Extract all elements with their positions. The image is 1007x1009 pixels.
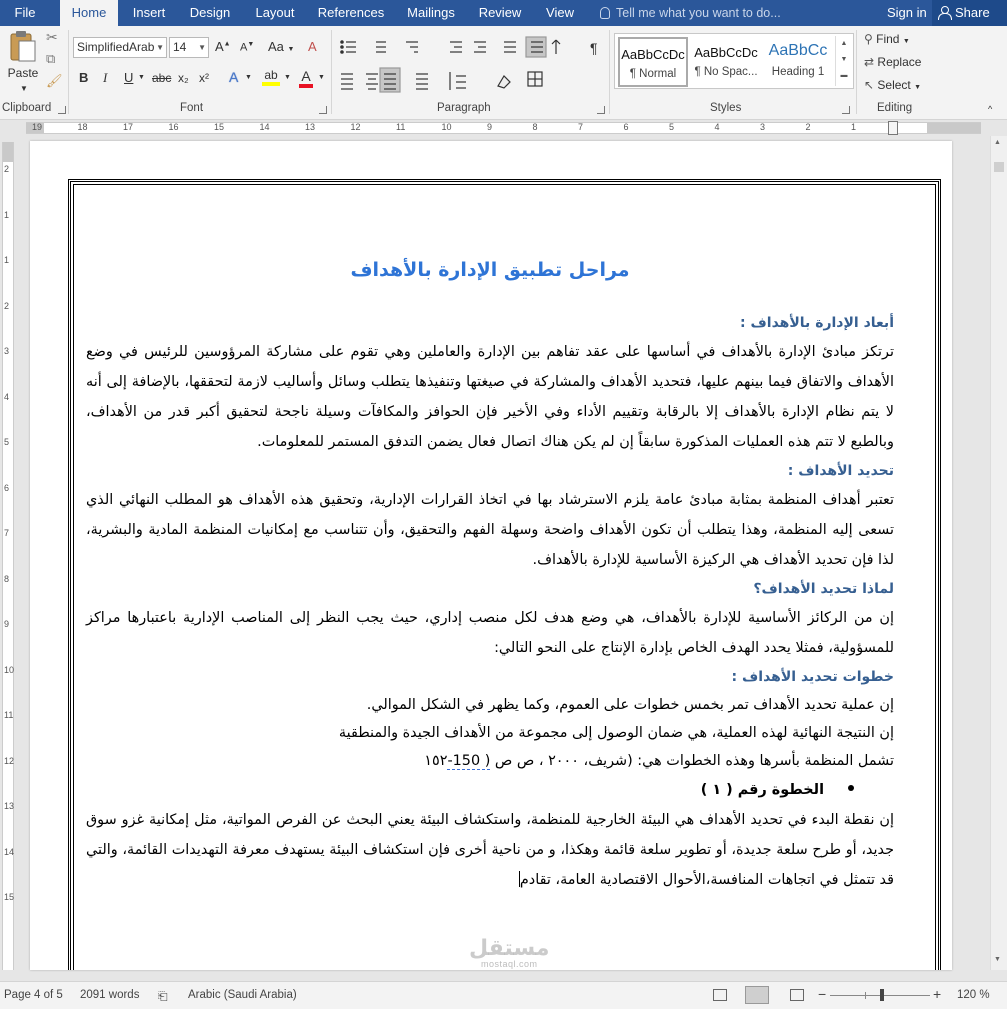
vruler-number: 2	[4, 164, 10, 174]
style-name: Heading 1	[771, 66, 825, 78]
chevron-down-icon: ▼	[198, 43, 206, 52]
person-icon	[938, 6, 950, 18]
document-page[interactable]	[30, 141, 952, 970]
replace-button[interactable]	[864, 55, 921, 69]
paste-label: Paste	[7, 66, 39, 80]
highlight-dropdown-icon[interactable]: ▼	[284, 74, 291, 81]
horizontal-ruler	[0, 120, 1007, 136]
ruler-number: 17	[123, 122, 134, 132]
scroll-up-icon[interactable]: ▲	[994, 139, 1001, 146]
tab-review[interactable]: Review	[478, 5, 522, 20]
watermark-arabic: مستقل	[469, 936, 550, 961]
share-button[interactable]	[932, 0, 1007, 26]
style-preview: AaBbCcDc	[621, 47, 685, 62]
proofing-icon[interactable]: ⎗	[158, 989, 168, 1003]
zoom-level[interactable]: 120 %	[957, 989, 990, 1001]
style-preview: AaBbCc	[768, 42, 828, 59]
paragraph-setting-goals: تعتبر أهداف المنظمة بمثابة مبادئ عامة يلزم الاسترشاد بها في اتخاذ القرارات الإدارية، وتحقيق هذه الأهداف هو المطلب النهائي الذي تسعى إليه المنظمة، وهذا يتطلب أن تكون الأهداف واضحة وسهلة الفهم والتحقيق، وأن تتناسب مع إمكانيات المنظمة المادية والبشرية، لذا فإن تحديد الأهداف هي الركيزة الأساسية للإدارة بالأهداف.	[86, 492, 894, 568]
tab-mailings[interactable]: Mailings	[407, 5, 455, 20]
tab-file[interactable]: File	[14, 5, 36, 20]
vruler-number: 5	[4, 437, 10, 447]
vruler-number: 3	[4, 346, 10, 356]
language-indicator[interactable]: Arabic (Saudi Arabia)	[188, 989, 297, 1001]
find-label: Find	[876, 32, 900, 46]
zoom-in-icon[interactable]: +	[933, 986, 942, 1002]
bullet-text: الخطوة رقم ( ١ )	[700, 782, 824, 798]
tab-design[interactable]: Design	[189, 5, 231, 20]
cut-icon[interactable]: ✂	[46, 30, 58, 46]
separator	[68, 30, 69, 114]
ruler-number: 19	[32, 122, 43, 132]
indent-marker[interactable]	[888, 121, 898, 135]
tab-view[interactable]: View	[546, 5, 574, 20]
vertical-ruler	[0, 136, 16, 970]
svg-text:¶: ¶	[590, 40, 598, 56]
style-preview: AaBbCcDc	[694, 45, 758, 60]
word-count[interactable]: 2091 words	[80, 989, 140, 1001]
ruler-number: 6	[623, 122, 629, 132]
change-case-button[interactable]: Aa ▼	[268, 39, 295, 54]
copy-icon[interactable]: ⧉	[46, 52, 56, 67]
share-label: Share	[955, 5, 990, 20]
vruler-number: 11	[4, 710, 14, 720]
heading-why-goals: لماذا تحديد الأهداف؟	[753, 581, 894, 597]
print-layout-icon[interactable]	[745, 986, 769, 1004]
tab-layout[interactable]: Layout	[255, 5, 295, 20]
underline-button[interactable]: U	[124, 70, 134, 85]
bold-button[interactable]: B	[79, 70, 89, 85]
style-heading-1[interactable]	[763, 37, 833, 87]
tab-insert[interactable]: Insert	[132, 5, 166, 20]
vruler-number: 4	[4, 391, 10, 402]
chevron-down-icon: ▼	[156, 43, 164, 52]
bullet-step-1	[86, 775, 894, 805]
ribbon-tab-bar	[0, 0, 1007, 26]
ruler-number: 10	[441, 122, 452, 132]
ribbon-home	[0, 26, 1007, 120]
zoom-thumb[interactable]	[880, 989, 884, 1001]
clipboard-group-label: Clipboard	[2, 102, 52, 114]
vruler-number: 10	[4, 664, 15, 675]
styles-group-label: Styles	[710, 102, 742, 114]
document-body[interactable]	[86, 201, 894, 895]
vruler-number: 1	[4, 209, 10, 220]
vruler-number: 8	[4, 573, 10, 584]
heading-dimensions: أبعاد الإدارة بالأهداف :	[740, 315, 894, 331]
paragraph-launcher-icon[interactable]	[597, 106, 605, 114]
scroll-down-icon[interactable]: ▼	[994, 956, 1001, 963]
superscript-button[interactable]: x²	[199, 71, 209, 85]
ruler-number: 8	[532, 122, 538, 132]
editing-group-label: Editing	[877, 102, 913, 114]
grow-font-button[interactable]: A▲	[215, 39, 231, 54]
vruler-number: 15	[4, 892, 15, 902]
style-name: ¶ No Spac...	[694, 66, 758, 78]
font-name-value: SimplifiedArab	[77, 40, 155, 54]
ruler-number: 5	[669, 122, 675, 132]
vruler-number: 9	[4, 619, 10, 629]
zoom-out-icon[interactable]: −	[818, 986, 827, 1002]
font-color-button[interactable]: A	[299, 68, 313, 88]
paragraph-why-goals: إن من الركائز الأساسية للإدارة بالأهداف، هي وضع هدف لكل منصب إداري، حيث يجب النظر إلى المناصب الإدارية باعتبارها مراكز للمسؤولية، فمثلا يحدد الهدف الخاص بإدارة الإنتاج على النحو التالي:	[86, 610, 894, 656]
status-bar	[0, 981, 1007, 1009]
step-1-text: إن نقطة البدء في تحديد الأهداف هي البيئة الخارجية للمنظمة، واستكشاف البيئة يعني البحث عن الفرص المواتية، مثل إمكانية غزو سوق جديد، أو طرح سلعة جديدة، أو تطوير سلعة قائمة وهكذا، و من ناحية أخرى فإن استكشاف البيئة يستهدف معرفة التهديدات القائمة، والتي قد تتمثل في اتجاهات المنافسة،الأحوال الاقتصادية العامة، تقادم	[86, 812, 894, 888]
text-effects-button[interactable]: A	[229, 69, 239, 85]
tab-home[interactable]: Home	[60, 0, 118, 27]
font-name-box[interactable]	[73, 37, 167, 58]
paragraph-group-label: Paragraph	[437, 102, 491, 114]
vruler-strip	[2, 142, 14, 970]
separator	[609, 30, 610, 114]
web-layout-icon[interactable]	[790, 989, 804, 1001]
bullet-icon	[848, 785, 854, 791]
underline-dropdown-icon[interactable]: ▼	[138, 74, 145, 81]
paragraph-steps-2: إن النتيجة النهائية لهذه العملية، هي ضمان الوصول إلى مجموعة من الأهداف الجيدة والمنطقية	[338, 725, 894, 741]
paragraph-dimensions: ترتكز مبادئ الإدارة بالأهداف في أساسها على عقد تفاهم بين الإدارة والعاملين وهي تقوم على مشاركة المرؤوسين للرئيس في وضع الأهداف والاتفاق فيما بينهم عليها، فتحديد الأهداف والمشاركة في صيغتها وتنفيذها يتطلب وسائل وأساليب لازمة لتحققها، بالإضافة إلى أنه لا يتم نظام الإدارة بالأهداف إلا بالرقابة وتقييم الأداء وفي الأخير فإن الحوافز والمكافآت وسيلة ناجحة لتحقيق أكبر قدر من الأهداف، وبالطبع لا تتم هذه العمليات المذكورة سابقاً إن لم يكن هناك اتصال فعال يضمن التدفق المستمر للمعلومات.	[86, 344, 894, 450]
font-group-label: Font	[180, 102, 204, 114]
replace-label: Replace	[877, 55, 922, 69]
font-launcher-icon[interactable]	[319, 106, 327, 114]
vertical-scrollbar[interactable]	[990, 136, 1007, 970]
find-button[interactable]: ⚲ Find ▼	[864, 32, 910, 46]
styles-launcher-icon[interactable]	[842, 106, 850, 114]
ruler-number: 12	[350, 122, 361, 132]
vruler-number: 14	[4, 846, 15, 857]
italic-button[interactable]: I	[103, 70, 108, 85]
ruler-number: 2	[805, 122, 811, 132]
ruler-number: 1	[851, 122, 857, 132]
style-name: ¶ Normal	[629, 68, 677, 80]
ruler-number: 4	[714, 122, 720, 132]
heading-goal-steps: خطوات تحديد الأهداف :	[731, 669, 894, 685]
vruler-number: 1	[4, 255, 10, 265]
paste-dropdown-icon[interactable]: ▼	[20, 84, 28, 93]
collapse-ribbon-icon[interactable]: ^	[988, 104, 993, 114]
ruler-number: 15	[214, 122, 225, 132]
vruler-number: 12	[4, 755, 15, 766]
sign-in-link[interactable]: Sign in	[887, 5, 927, 20]
vruler-number: 7	[4, 528, 10, 538]
select-label: Select	[877, 78, 911, 92]
document-title: مراحل تطبيق الإدارة بالأهداف	[350, 259, 630, 281]
vruler-number: 6	[4, 482, 10, 493]
ruler-margin	[927, 123, 981, 133]
ruler-number: 9	[487, 122, 493, 132]
format-painter-icon[interactable]: 🖌	[46, 74, 63, 89]
tell-me-placeholder: Tell me what you want to do...	[616, 6, 781, 20]
watermark-latin: mostaql.com	[481, 959, 538, 969]
citation-pages: -150 )	[447, 753, 491, 769]
strikethrough-button[interactable]: abc	[152, 71, 172, 85]
clipboard-launcher-icon[interactable]	[58, 106, 66, 114]
zoom-mid-marker	[865, 992, 866, 999]
shrink-font-button[interactable]: A▼	[240, 41, 255, 54]
ruler-strip	[26, 122, 981, 134]
steps-citation: تشمل المنظمة بأسرها وهذه الخطوات هي: (شريف، ٢٠٠٠ ، ص ص ١٥٢	[424, 753, 894, 769]
font-size-box[interactable]	[169, 37, 209, 58]
ruler-margin	[3, 142, 13, 162]
highlight-button[interactable]: ab	[262, 68, 280, 86]
style-normal[interactable]	[618, 37, 688, 87]
styles-gallery	[614, 33, 854, 89]
ruler-number: 18	[77, 122, 88, 132]
scroll-thumb[interactable]	[994, 162, 1004, 172]
search-icon: ⚲	[864, 32, 873, 46]
subscript-button[interactable]: x₂	[178, 71, 189, 85]
ruler-number: 7	[578, 122, 584, 132]
read-mode-icon[interactable]	[713, 989, 727, 1001]
separator	[856, 30, 857, 114]
paragraph-steps-3	[86, 747, 894, 775]
ruler-number: 14	[259, 122, 270, 132]
ruler-number: 3	[760, 122, 766, 132]
ruler-number: 16	[168, 122, 179, 132]
page-count[interactable]: Page 4 of 5	[4, 989, 63, 1001]
lightbulb-icon	[600, 7, 610, 19]
paragraph-icons	[338, 36, 608, 96]
style-no-spacing[interactable]	[691, 37, 761, 87]
styles-scroll[interactable]: ▲ ▼ ▬	[835, 36, 852, 86]
tab-references[interactable]: References	[317, 5, 385, 20]
vruler-number: 13	[4, 801, 15, 811]
paragraph-steps-1: إن عملية تحديد الأهداف تمر بخمس خطوات على العموم، وكما يظهر في الشكل الموالي.	[366, 697, 894, 713]
tell-me-search[interactable]	[600, 0, 781, 26]
heading-setting-goals: تحديد الأهداف :	[787, 463, 894, 479]
separator	[331, 30, 332, 114]
font-size-value: 14	[173, 40, 187, 54]
select-button[interactable]: ↖ Select ▼	[864, 78, 922, 92]
vruler-number: 2	[4, 300, 10, 311]
text-effects-dropdown-icon[interactable]: ▼	[245, 74, 252, 81]
watermark-logo	[463, 936, 573, 970]
ruler-number: 11	[396, 122, 406, 132]
cursor-icon: ↖	[864, 78, 875, 92]
clipboard-icon	[8, 30, 38, 64]
font-color-dropdown-icon[interactable]: ▼	[318, 74, 325, 81]
replace-icon: ⇄	[864, 55, 875, 69]
ruler-number: 13	[305, 122, 316, 132]
paragraph-step-1	[86, 805, 894, 895]
clear-formatting-button[interactable]: A	[308, 39, 317, 54]
